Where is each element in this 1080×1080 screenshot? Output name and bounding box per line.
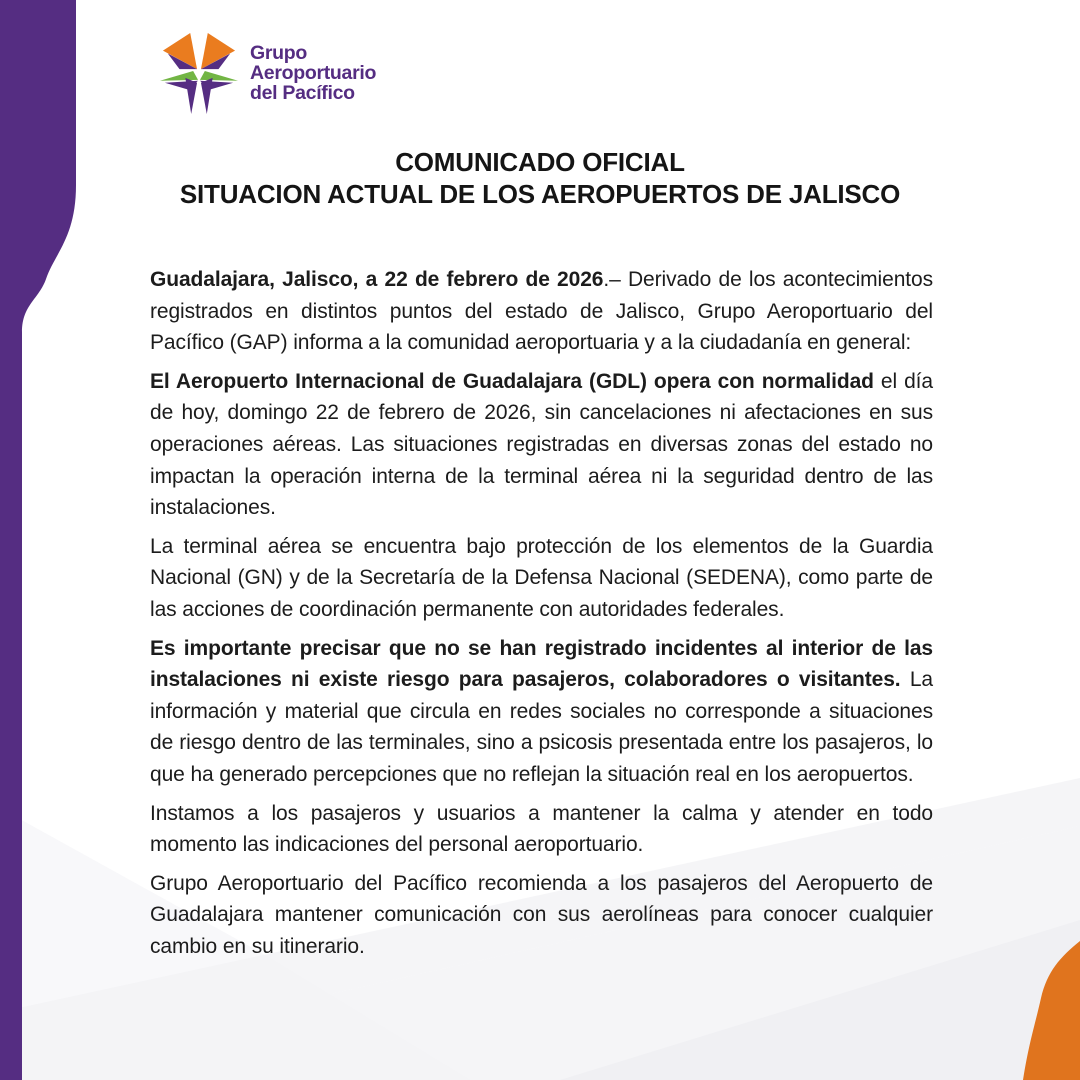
paragraph-4-text: La información y material que circula en redes sociales no corresponde a situaciones de riesgo dentro de las terminales, sino a psicosis presentada entre los pasajeros, lo que ha generado percepciones que no reflejan la situación real en los aeropuertos.: [150, 668, 933, 786]
title-line-1: COMUNICADO OFICIAL: [395, 147, 685, 177]
gap-logo: [160, 31, 376, 115]
paragraph-6-text: Grupo Aeroportuario del Pacífico recomienda a los pasajeros del Aeropuerto de Guadalajara mantener comunicación con sus aerolíneas para conocer cualquier cambio en su itinerario.: [150, 871, 933, 958]
paragraph-3: [150, 531, 933, 626]
paragraph-4: [150, 633, 933, 791]
gap-logo-wordmark: [250, 43, 376, 103]
paragraph-4-lead-bold: Es importante precisar que no se han registrado incidentes al interior de las instalaciones ni existe riesgo para pasajeros, colaboradores o visitantes.: [150, 636, 933, 692]
communique-title: [0, 146, 1080, 210]
paragraph-2: [150, 366, 933, 524]
paragraph-5: [150, 798, 933, 861]
paragraph-1: [150, 264, 933, 359]
paragraph-1-text: .– Derivado de los acontecimientos registrados en distintos puntos del estado de Jalisco, Grupo Aeroportuario del Pacífico (GAP) informa a la comunidad aeroportuaria y a la ciudadanía en general:: [150, 268, 933, 355]
title-line-2: SITUACION ACTUAL DE LOS AEROPUERTOS DE JALISCO: [179, 179, 901, 209]
logo-line-2: Aeroportuario: [250, 62, 377, 84]
gap-star-icon: [160, 31, 238, 115]
paragraph-6: [150, 868, 933, 963]
logo-line-1: Grupo: [250, 42, 307, 64]
paragraph-3-text: La terminal aérea se encuentra bajo protección de los elementos de la Guardia Nacional (GN) y de la Secretaría de la Defensa Nacional (SEDENA), como parte de las acciones de coordinación permanente con autoridades federales.: [150, 534, 933, 621]
paragraph-1-lead-bold: Guadalajara, Jalisco, a 22 de febrero de 2026: [150, 268, 604, 291]
paragraph-2-text: el día de hoy, domingo 22 de febrero de 2026, sin cancelaciones ni afectaciones en sus operaciones aéreas. Las situaciones registradas en diversas zonas del estado no impactan la operación interna de la terminal aérea ni la seguridad dentro de las instalaciones.: [150, 369, 933, 520]
communique-body: [150, 264, 933, 969]
paragraph-5-text: Instamos a los pasajeros y usuarios a mantener la calma y atender en todo momento las indicaciones del personal aeroportuario.: [150, 801, 933, 857]
logo-line-3: del Pacífico: [250, 82, 355, 104]
paragraph-2-lead-bold: El Aeropuerto Internacional de Guadalajara (GDL) opera con normalidad: [150, 369, 874, 393]
